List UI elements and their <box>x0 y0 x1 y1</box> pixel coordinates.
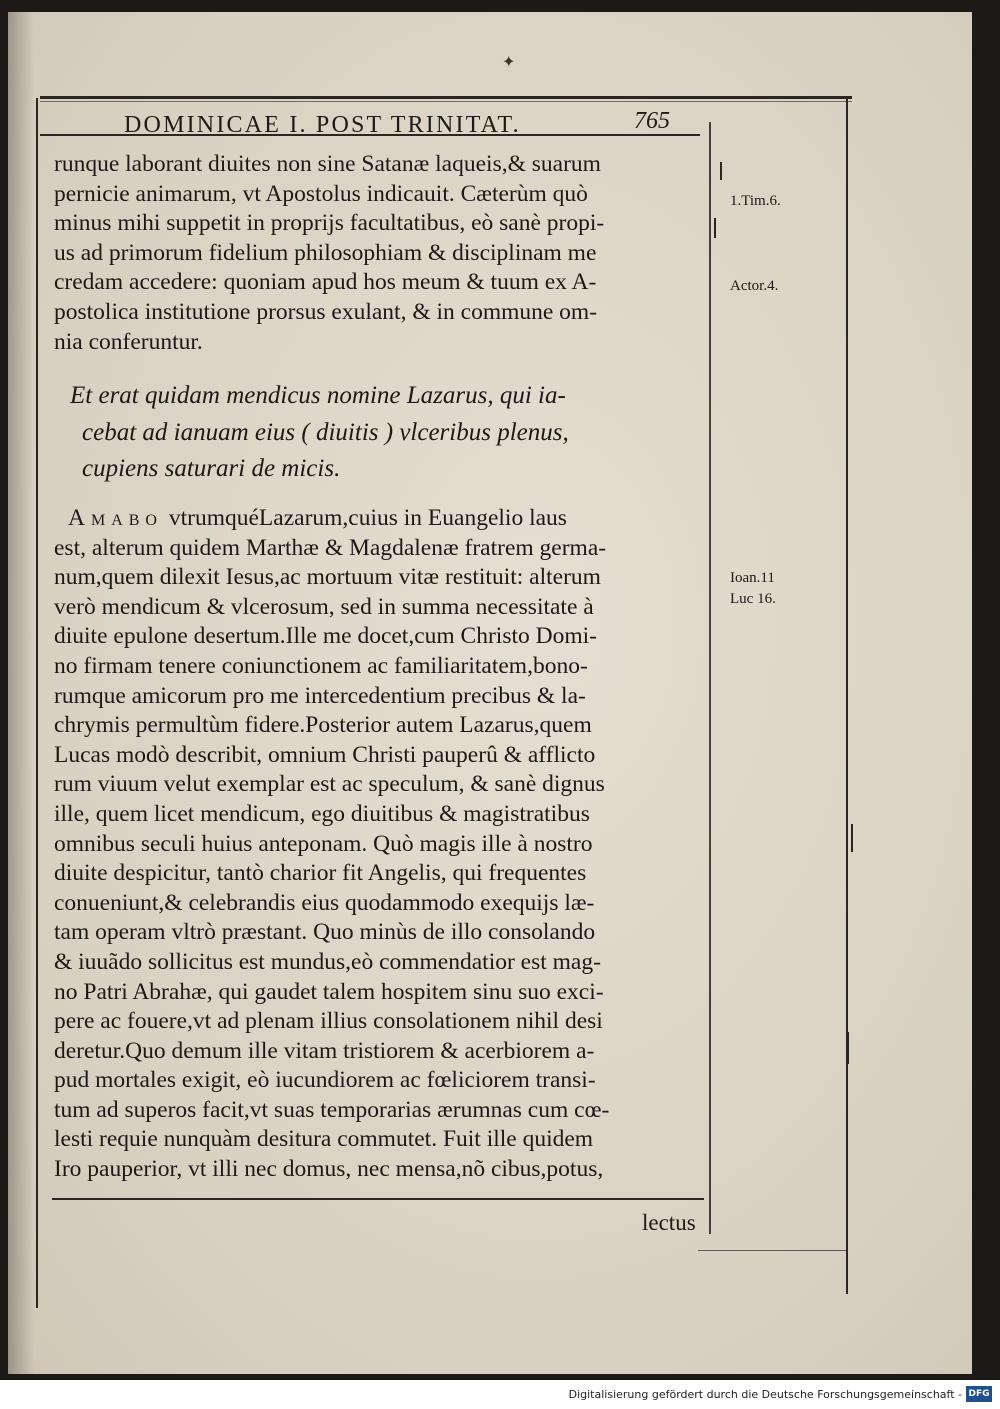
margin-note: Luc 16. <box>730 591 776 607</box>
page-number: 765 <box>634 108 670 134</box>
text-line: lesti requie nunquàm desitura commutet. Fuit ille quidem <box>54 1126 594 1153</box>
margin-note: 1.Tim.6. <box>730 193 781 209</box>
digitization-footer <box>0 1380 1000 1409</box>
text-line: no Patri Abrahæ, qui gaudet talem hospitem sinu suo exci- <box>54 978 604 1005</box>
text-line: rumque amicorum pro me intercedentium precibus & la- <box>54 682 586 709</box>
text-line: Lucas modò describit, omnium Christi pauperû & afflicto <box>54 741 596 768</box>
text-line: deretur.Quo demum ille vitam tristiorem & acerbiorem a- <box>54 1037 595 1064</box>
text-line: rum viuum velut exemplar est ac speculum, & sanè dignus <box>54 771 605 798</box>
text-line: pere ac fouere,vt ad plenam illius consolationem nihil desi <box>54 1008 603 1035</box>
text-line: est, alterum quidem Marthæ & Magdalenæ fratrem germa- <box>54 534 607 561</box>
margin-note: Ioan.11 <box>730 570 775 586</box>
verse-line: Et erat quidam mendicus nomine Lazarus, qui ia- <box>70 382 566 409</box>
text-line: Iro pauperior, vt illi nec domus, nec mensa,nõ cibus,potus, <box>54 1156 604 1183</box>
text-line: postolica institutione prorsus exulant, & in commune om- <box>54 298 598 325</box>
left-frame-rule <box>36 98 38 1308</box>
dfg-logo: DFG <box>966 1386 992 1402</box>
gutter-shadow <box>8 12 34 1374</box>
scripture-verse <box>70 378 710 488</box>
text-line: diuite epulone desertum.Ille me docet,cum Christo Domi- <box>54 623 597 650</box>
frame-tick <box>851 824 853 852</box>
right-frame-rule <box>846 98 848 1294</box>
text-line: minus mihi suppetit in proprijs facultatibus, eò sanè propi- <box>54 210 605 237</box>
text-line: tam operam vltrò præstant. Quo minùs de illo consolando <box>54 919 596 946</box>
footer-credit: Digitalisierung gefördert durch die Deutsche Forschungsgemeinschaft - <box>568 1388 962 1401</box>
margin-divider-rule <box>709 122 711 1234</box>
catchword: lectus <box>642 1210 696 1235</box>
text-line: us ad primorum fidelium philosophiam & disciplinam me <box>54 239 597 266</box>
paragraph-2 <box>54 504 704 1185</box>
text-line: chrymis permultùm fidere.Posterior autem Lazarus,quem <box>54 712 592 739</box>
text-line: no firmam tenere coniunctionem ac familiaritatem,bono- <box>54 652 588 679</box>
frame-tick <box>714 218 716 238</box>
text-line: pud mortales exigit, eò iucundiorem ac fœliciorem transi- <box>54 1067 596 1094</box>
bottom-rule <box>52 1198 704 1200</box>
ornament-mark: ✦ <box>502 54 516 71</box>
top-rule-thin <box>40 101 852 102</box>
frame-tick <box>847 1032 849 1064</box>
text-line: & iuuãdo sollicitus est mundus,eò commendatior est mag- <box>54 948 601 975</box>
text-line: verò mendicum & vlcerosum, sed in summa necessitate à <box>54 593 594 620</box>
text-line: ille, quem licet mendicum, ego diuitibus & magistratibus <box>54 800 590 827</box>
verse-line: cupiens saturari de micis. <box>82 455 341 482</box>
text-line: tum ad superos facit,vt suas temporarias ærumnas cum cœ- <box>54 1096 610 1123</box>
text-line-rest: vtrumquéLazarum,cuius in Euangelio laus <box>162 505 567 531</box>
book-page <box>8 12 972 1374</box>
text-line: num,quem dilexit Iesus,ac mortuum vitæ restituit: alterum <box>54 564 601 591</box>
running-head: DOMINICAE I. POST TRINITAT. <box>124 112 521 138</box>
text-line: omnibus seculi huius anteponam. Quò magis ille à nostro <box>54 830 593 857</box>
initial-word: Amabo <box>68 505 163 531</box>
text-line: conueniunt,& celebrandis eius quodammodo exequijs læ- <box>54 889 595 916</box>
text-line: credam accedere: quoniam apud hos meum & tuum ex A- <box>54 269 597 296</box>
text-line: diuite despicitur, tantò charior fit Angelis, qui frequentes <box>54 860 587 887</box>
text-line: runque laborant diuites non sine Satanæ laqueis,& suarum <box>54 151 601 177</box>
top-rule <box>40 96 852 99</box>
verse-line: cebat ad ianuam eius ( diuitis ) vlceribus plenus, <box>82 418 569 446</box>
paragraph-1 <box>54 150 704 357</box>
text-line: pernicie animarum, vt Apostolus indicauit. Cæterùm quò <box>54 180 588 207</box>
frame-tick <box>720 162 722 180</box>
text-line <box>54 504 704 534</box>
text-line: nia conferuntur. <box>54 328 203 355</box>
bottom-rule-thin <box>698 1250 848 1251</box>
margin-note: Actor.4. <box>730 278 779 294</box>
